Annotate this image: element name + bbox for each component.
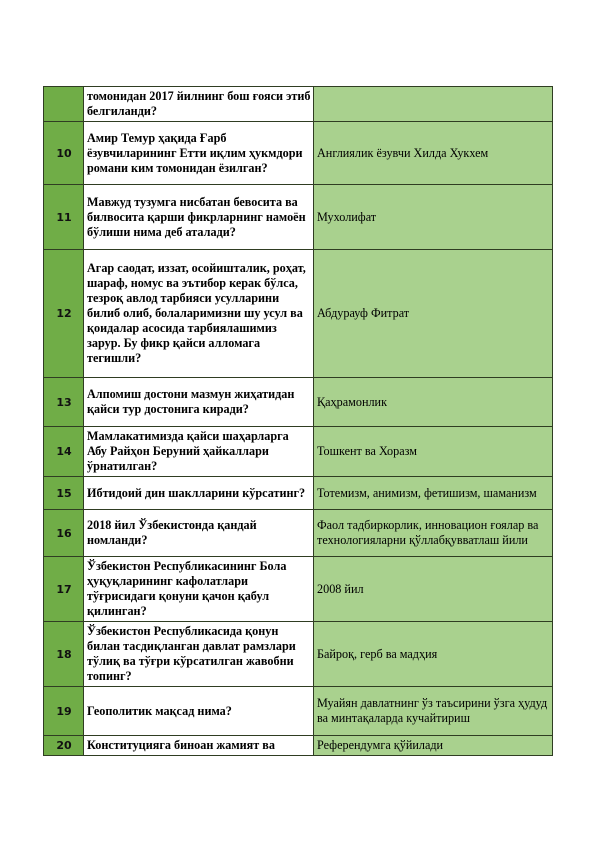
- table-row: [44, 378, 553, 427]
- row-number: [44, 87, 84, 122]
- table-row: [44, 427, 553, 477]
- qa-table: [43, 86, 553, 756]
- row-number: 10: [44, 122, 84, 185]
- row-number: 16: [44, 510, 84, 557]
- question-cell: Агар саодат, иззат, осойишталик, роҳат, шараф, номус ва эътибор керак бўлса, тезроқ авлод тарбияси усулларини билиб олиб, болаларимизни шу усул ва қоидалар асосида тарбиялашимиз зарур. Бу фикр қайси алломага тегишли?: [84, 250, 314, 378]
- row-number: 17: [44, 557, 84, 622]
- answer-cell: Байроқ, герб ва мадҳия: [314, 622, 553, 687]
- row-number: 13: [44, 378, 84, 427]
- row-number: 20: [44, 736, 84, 756]
- answer-cell: 2008 йил: [314, 557, 553, 622]
- question-cell: Алпомиш достони мазмун жиҳатидан қайси тур достонига киради?: [84, 378, 314, 427]
- question-cell: Ўзбекистон Республикасининг Бола ҳуқуқларининг кафолатлари тўғрисидаги қонуни қачон қабул қилинган?: [84, 557, 314, 622]
- question-cell: Ўзбекистон Республикасида қонун билан тасдиқланган давлат рамзлари тўлиқ ва тўғри кўрсатилган жавобни топинг?: [84, 622, 314, 687]
- row-number: 15: [44, 477, 84, 510]
- answer-cell: Мухолифат: [314, 185, 553, 250]
- question-cell: Геополитик мақсад нима?: [84, 687, 314, 736]
- answer-cell: [314, 87, 553, 122]
- answer-cell: Абдурауф Фитрат: [314, 250, 553, 378]
- answer-cell: Муайян давлатнинг ўз таъсирини ўзга ҳудуд ва минтақаларда кучайтириш: [314, 687, 553, 736]
- answer-cell: Фаол тадбиркорлик, инновацион ғоялар ва технологияларни қўллабқувватлаш йили: [314, 510, 553, 557]
- table-row: [44, 687, 553, 736]
- table-row: [44, 250, 553, 378]
- row-number: 18: [44, 622, 84, 687]
- question-cell: 2018 йил Ўзбекистонда қандай номланди?: [84, 510, 314, 557]
- answer-cell: Референдумга қўйилади: [314, 736, 553, 756]
- table-row: [44, 557, 553, 622]
- answer-cell: Англиялик ёзувчи Хилда Хукхем: [314, 122, 553, 185]
- table-row: [44, 122, 553, 185]
- question-cell: Мавжуд тузумга нисбатан бевосита ва билвосита қарши фикрларнинг намоён бўлиши нима деб аталади?: [84, 185, 314, 250]
- table-row: [44, 87, 553, 122]
- table-row: [44, 510, 553, 557]
- table-row: [44, 736, 553, 756]
- question-cell: томонидан 2017 йилнинг бош ғояси этиб белгиланди?: [84, 87, 314, 122]
- row-number: 19: [44, 687, 84, 736]
- answer-cell: Тотемизм, анимизм, фетишизм, шаманизм: [314, 477, 553, 510]
- row-number: 14: [44, 427, 84, 477]
- question-cell: Амир Темур ҳақида Ғарб ёзувчиларининг Етти иқлим ҳукмдори романи ким томонидан ёзилган?: [84, 122, 314, 185]
- answer-cell: Қаҳрамонлик: [314, 378, 553, 427]
- question-cell: Мамлакатимизда қайси шаҳарларга Абу Райҳон Беруний ҳайкаллари ўрнатилган?: [84, 427, 314, 477]
- row-number: 12: [44, 250, 84, 378]
- table-row: [44, 622, 553, 687]
- question-cell: Конституцияга биноан жамият ва: [84, 736, 314, 756]
- answer-cell: Тошкент ва Хоразм: [314, 427, 553, 477]
- table-row: [44, 477, 553, 510]
- question-cell: Ибтидоий дин шаклларини кўрсатинг?: [84, 477, 314, 510]
- row-number: 11: [44, 185, 84, 250]
- table-row: [44, 185, 553, 250]
